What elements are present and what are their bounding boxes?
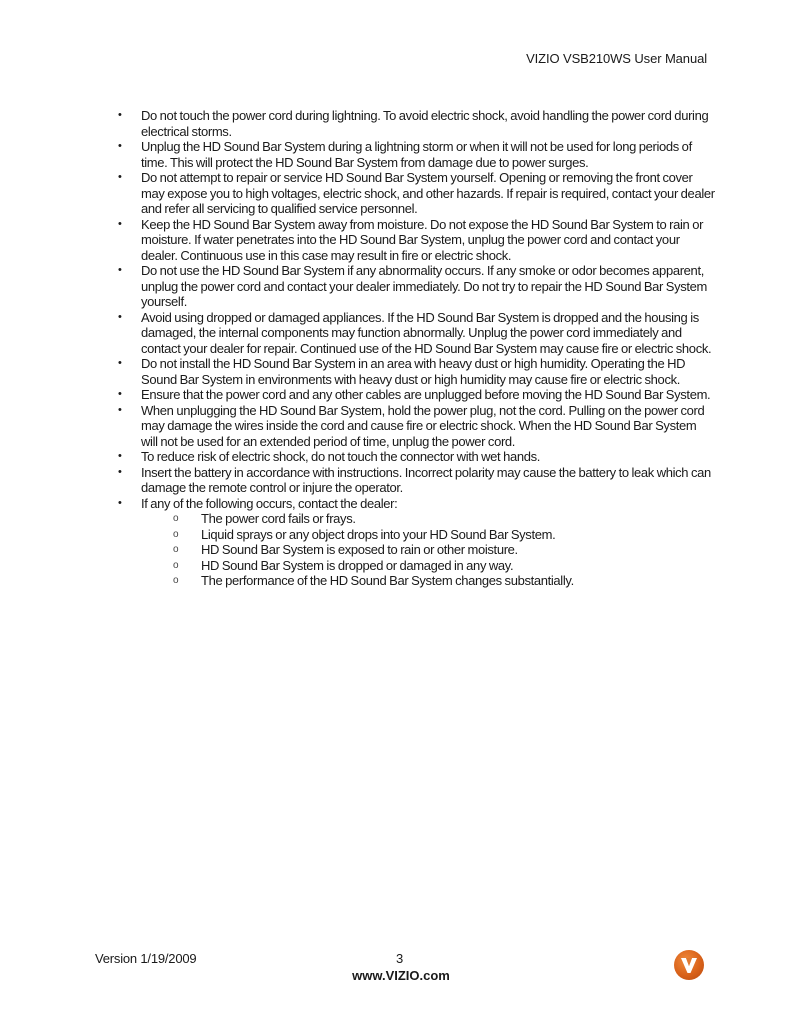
list-item: • Do not install the HD Sound Bar System in an area with heavy dust or high humidity. Operating the HD Sound Bar System in environments with heavy dust or high humidity may cause fire or electric shock. — [118, 356, 686, 387]
dealer-conditions-list — [141, 511, 715, 589]
document-header-title: VIZIO VSB210WS User Manual — [526, 51, 707, 66]
list-item: • Do not touch the power cord during lightning. To avoid electric shock, avoid handling the power cord during electrical storms. — [118, 108, 709, 139]
hollow-bullet-icon: o — [173, 528, 179, 540]
bullet-icon: • — [118, 388, 122, 400]
list-item: • To reduce risk of electric shock, do not touch the connector with wet hands. — [118, 449, 541, 464]
bullet-icon: • — [118, 109, 122, 121]
list-item: • When unplugging the HD Sound Bar System, hold the power plug, not the cord. Pulling on the power cord may damage the wires inside the cord and cause fire or electric shock. When the HD Sound Bar System will not be used for an extended period of time, unplug the power cord. — [118, 402, 705, 449]
list-item: • Do not use the HD Sound Bar System if any abnormality occurs. If any smoke or odor becomes apparent, unplug the power cord and contact your dealer immediately. Do not try to repair the HD Sound Bar System yourself. — [118, 263, 708, 309]
hollow-bullet-icon: o — [173, 575, 179, 586]
sub-list-item: o HD Sound Bar System is exposed to rain or other moisture. — [173, 542, 518, 557]
bullet-icon: • — [118, 264, 122, 276]
sub-list-item: o The power cord fails or frays. — [173, 511, 356, 526]
hollow-bullet-icon: o — [173, 544, 179, 555]
bullet-icon: • — [118, 465, 122, 478]
safety-bullet-list — [115, 108, 715, 589]
list-item: • Unplug the HD Sound Bar System during a lightning storm or when it will not be used for long periods of time. This will protect the HD Sound Bar System from damage due to power surges. — [118, 139, 692, 170]
sub-list-item: o Liquid sprays or any object drops into your HD Sound Bar System. — [173, 526, 556, 542]
page-number: 3 — [396, 951, 404, 966]
bullet-icon: • — [118, 403, 122, 416]
hollow-bullet-icon: o — [173, 559, 179, 571]
list-item: • Do not attempt to repair or service HD Sound Bar System yourself. Opening or removing the front cover may expose you to high voltages, electric shock, and other hazards. If repair is required, contact your dealer and refer all servicing to qualified service personnel. — [118, 170, 715, 216]
sub-list-item: o HD Sound Bar System is dropped or damaged in any way. — [173, 557, 514, 573]
list-item: • Avoid using dropped or damaged appliances. If the HD Sound Bar System is dropped and the housing is damaged, the internal components may function abnormally. Unplug the power cord immediately and contact your dealer for repair. Continued use of the HD Sound Bar System may cause fire or electric shock. — [118, 309, 712, 356]
bullet-icon: • — [118, 450, 122, 462]
bullet-icon: • — [118, 217, 122, 230]
list-item: • If any of the following occurs, contact the dealer: o The power cord fails or frays. o Liquid sprays or any object drops into your HD Sound Bar System. o HD Sound Bar System is exposed to rain or other moisture. o HD Sound Bar System is dropped or damaged in any way. o The performance of the HD Sound Bar System changes substantially. — [115, 496, 715, 589]
website-link: www.VIZIO.com — [352, 968, 450, 983]
bullet-icon: • — [118, 140, 122, 152]
sub-list-item: o The performance of the HD Sound Bar System changes substantially. — [173, 573, 574, 588]
safety-instructions — [115, 108, 715, 589]
bullet-icon: • — [118, 310, 122, 323]
list-item: • Keep the HD Sound Bar System away from moisture. Do not expose the HD Sound Bar System to rain or moisture. If water penetrates into the HD Sound Bar System, unplug the power cord and contact your dealer. Continuous use in this case may result in fire or electric shock. — [118, 216, 704, 263]
hollow-bullet-icon: o — [173, 513, 179, 524]
bullet-icon: • — [118, 171, 122, 183]
bullet-icon: • — [118, 496, 122, 509]
list-item: • Insert the battery in accordance with instructions. Incorrect polarity may cause the battery to leak which can damage the remote control or injure the operator. — [118, 464, 711, 495]
list-item: • Ensure that the power cord and any other cables are unplugged before moving the HD Sound Bar System. — [118, 387, 711, 402]
footer-version: Version 1/19/2009 — [95, 951, 197, 966]
bullet-icon: • — [118, 357, 122, 369]
vizio-logo-icon — [674, 950, 704, 980]
